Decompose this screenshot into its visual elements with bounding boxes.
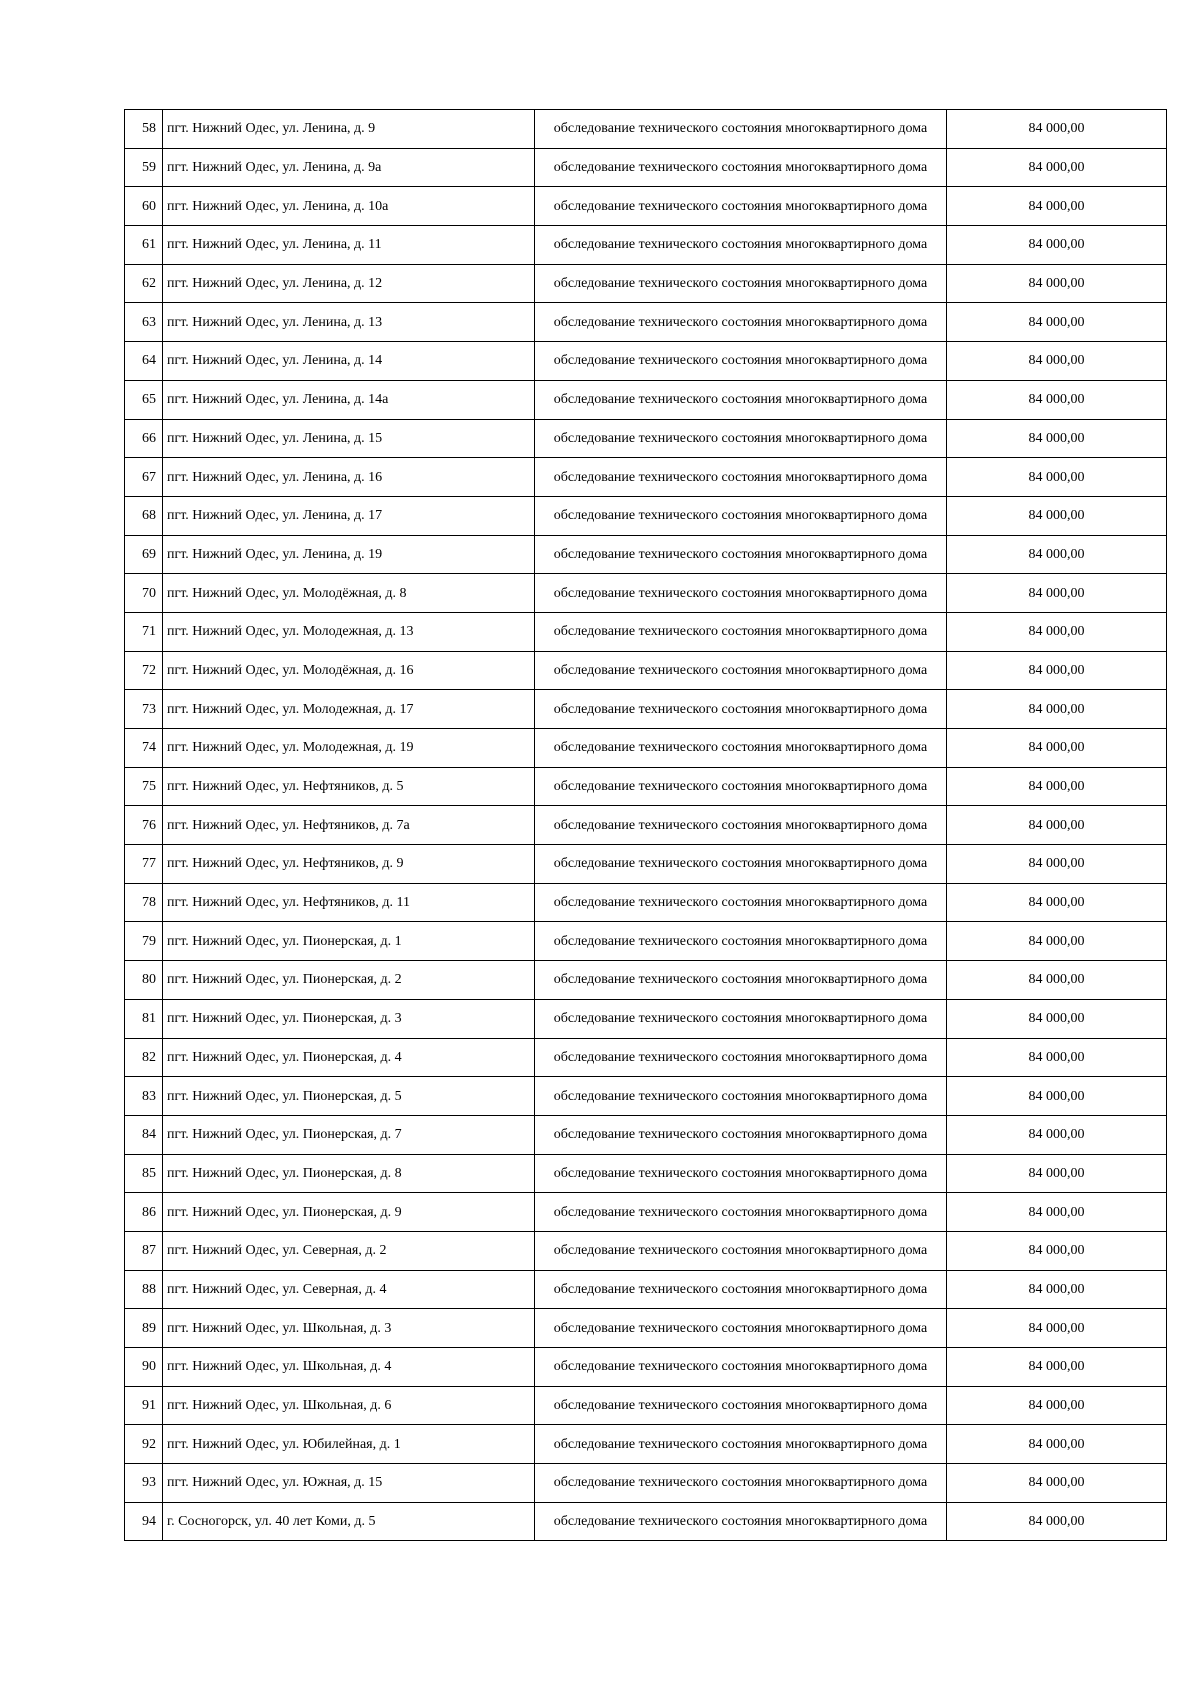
row-address: пгт. Нижний Одес, ул. Пионерская, д. 8 (163, 1154, 535, 1193)
table-row (125, 264, 1167, 303)
row-amount: 84 000,00 (947, 1464, 1167, 1503)
table-row (125, 1154, 1167, 1193)
row-amount: 84 000,00 (947, 1309, 1167, 1348)
row-amount: 84 000,00 (947, 1425, 1167, 1464)
row-work-cell (535, 651, 947, 690)
table-row (125, 806, 1167, 845)
row-work-type: обследование технического состояния многоквартирного дома (553, 856, 928, 872)
row-address: пгт. Нижний Одес, ул. Нефтяников, д. 7а (163, 806, 535, 845)
table-row (125, 767, 1167, 806)
row-amount: 84 000,00 (947, 1154, 1167, 1193)
row-work-cell (535, 574, 947, 613)
row-number: 60 (125, 187, 163, 226)
row-address: пгт. Нижний Одес, ул. Северная, д. 2 (163, 1231, 535, 1270)
row-number: 78 (125, 883, 163, 922)
row-address: пгт. Нижний Одес, ул. Нефтяников, д. 9 (163, 845, 535, 884)
row-work-cell (535, 922, 947, 961)
table-row (125, 845, 1167, 884)
row-work-cell (535, 1115, 947, 1154)
row-work-type: обследование технического состояния многоквартирного дома (553, 314, 928, 330)
row-work-type: обследование технического состояния многоквартирного дома (553, 1088, 928, 1104)
row-amount: 84 000,00 (947, 1502, 1167, 1541)
row-address: пгт. Нижний Одес, ул. Пионерская, д. 4 (163, 1038, 535, 1077)
table-row (125, 961, 1167, 1000)
row-number: 68 (125, 496, 163, 535)
row-work-type: обследование технического состояния многоквартирного дома (553, 430, 928, 446)
row-work-cell (535, 845, 947, 884)
row-work-type: обследование технического состояния многоквартирного дома (553, 701, 928, 717)
row-work-type: обследование технического состояния многоквартирного дома (553, 1204, 928, 1220)
row-work-type: обследование технического состояния многоквартирного дома (553, 662, 928, 678)
table-row (125, 922, 1167, 961)
row-amount: 84 000,00 (947, 1038, 1167, 1077)
row-work-cell (535, 612, 947, 651)
row-amount: 84 000,00 (947, 1270, 1167, 1309)
row-work-cell (535, 1038, 947, 1077)
row-amount: 84 000,00 (947, 961, 1167, 1000)
row-work-type: обследование технического состояния многоквартирного дома (553, 817, 928, 833)
row-amount: 84 000,00 (947, 380, 1167, 419)
row-work-type: обследование технического состояния многоквартирного дома (553, 1398, 928, 1414)
row-number: 74 (125, 729, 163, 768)
table-row (125, 1115, 1167, 1154)
row-work-type: обследование технического состояния многоквартирного дома (553, 121, 928, 137)
row-work-cell (535, 961, 947, 1000)
row-amount: 84 000,00 (947, 226, 1167, 265)
row-number: 62 (125, 264, 163, 303)
row-work-cell (535, 1154, 947, 1193)
row-amount: 84 000,00 (947, 1077, 1167, 1116)
row-amount: 84 000,00 (947, 187, 1167, 226)
row-address: пгт. Нижний Одес, ул. Молодежная, д. 13 (163, 612, 535, 651)
works-table-body (125, 110, 1167, 1541)
row-number: 59 (125, 148, 163, 187)
row-address: пгт. Нижний Одес, ул. Пионерская, д. 7 (163, 1115, 535, 1154)
row-amount: 84 000,00 (947, 729, 1167, 768)
row-address: пгт. Нижний Одес, ул. Ленина, д. 14а (163, 380, 535, 419)
row-number: 83 (125, 1077, 163, 1116)
row-work-cell (535, 1502, 947, 1541)
row-number: 64 (125, 342, 163, 381)
row-work-type: обследование технического состояния многоквартирного дома (553, 160, 928, 176)
table-row (125, 999, 1167, 1038)
table-row (125, 187, 1167, 226)
row-work-type: обследование технического состояния многоквартирного дома (553, 392, 928, 408)
row-work-cell (535, 1425, 947, 1464)
row-number: 89 (125, 1309, 163, 1348)
row-amount: 84 000,00 (947, 767, 1167, 806)
table-row (125, 1425, 1167, 1464)
row-work-cell (535, 535, 947, 574)
row-amount: 84 000,00 (947, 883, 1167, 922)
row-work-type: обследование технического состояния многоквартирного дома (553, 895, 928, 911)
table-row (125, 380, 1167, 419)
row-work-type: обследование технического состояния многоквартирного дома (553, 933, 928, 949)
row-amount: 84 000,00 (947, 612, 1167, 651)
row-work-type: обследование технического состояния многоквартирного дома (553, 1011, 928, 1027)
row-number: 88 (125, 1270, 163, 1309)
row-work-cell (535, 1309, 947, 1348)
row-work-cell (535, 1386, 947, 1425)
row-work-type: обследование технического состояния многоквартирного дома (553, 1359, 928, 1375)
table-row (125, 342, 1167, 381)
table-row (125, 1348, 1167, 1387)
row-amount: 84 000,00 (947, 110, 1167, 149)
table-row (125, 1502, 1167, 1541)
row-work-cell (535, 690, 947, 729)
row-address: пгт. Нижний Одес, ул. Ленина, д. 15 (163, 419, 535, 458)
row-work-cell (535, 419, 947, 458)
table-row (125, 110, 1167, 149)
row-address: пгт. Нижний Одес, ул. Ленина, д. 10а (163, 187, 535, 226)
row-number: 90 (125, 1348, 163, 1387)
row-work-type: обследование технического состояния многоквартирного дома (553, 779, 928, 795)
row-number: 58 (125, 110, 163, 149)
table-row (125, 729, 1167, 768)
table-row (125, 496, 1167, 535)
row-amount: 84 000,00 (947, 806, 1167, 845)
row-address: пгт. Нижний Одес, ул. Пионерская, д. 3 (163, 999, 535, 1038)
row-number: 79 (125, 922, 163, 961)
table-row (125, 1464, 1167, 1503)
row-work-cell (535, 1193, 947, 1232)
row-amount: 84 000,00 (947, 535, 1167, 574)
row-work-type: обследование технического состояния многоквартирного дома (553, 546, 928, 562)
row-number: 77 (125, 845, 163, 884)
row-address: пгт. Нижний Одес, ул. Ленина, д. 9 (163, 110, 535, 149)
row-work-type: обследование технического состояния многоквартирного дома (553, 740, 928, 756)
row-address: г. Сосногорск, ул. 40 лет Коми, д. 5 (163, 1502, 535, 1541)
row-number: 87 (125, 1231, 163, 1270)
row-address: пгт. Нижний Одес, ул. Молодёжная, д. 16 (163, 651, 535, 690)
row-work-cell (535, 458, 947, 497)
row-work-type: обследование технического состояния многоквартирного дома (553, 1127, 928, 1143)
table-row (125, 419, 1167, 458)
table-row (125, 1309, 1167, 1348)
table-row (125, 690, 1167, 729)
row-address: пгт. Нижний Одес, ул. Ленина, д. 19 (163, 535, 535, 574)
row-work-cell (535, 264, 947, 303)
row-work-cell (535, 999, 947, 1038)
row-amount: 84 000,00 (947, 1348, 1167, 1387)
row-work-cell (535, 342, 947, 381)
row-work-type: обследование технического состояния многоквартирного дома (553, 585, 928, 601)
row-work-cell (535, 380, 947, 419)
row-number: 75 (125, 767, 163, 806)
row-number: 73 (125, 690, 163, 729)
row-address: пгт. Нижний Одес, ул. Пионерская, д. 2 (163, 961, 535, 1000)
row-work-cell (535, 883, 947, 922)
table-row (125, 883, 1167, 922)
row-number: 67 (125, 458, 163, 497)
row-work-type: обследование технического состояния многоквартирного дома (553, 469, 928, 485)
row-address: пгт. Нижний Одес, ул. Пионерская, д. 9 (163, 1193, 535, 1232)
row-number: 84 (125, 1115, 163, 1154)
row-address: пгт. Нижний Одес, ул. Молодёжная, д. 8 (163, 574, 535, 613)
row-work-cell (535, 729, 947, 768)
table-row (125, 1231, 1167, 1270)
row-work-type: обследование технического состояния многоквартирного дома (553, 624, 928, 640)
table-row (125, 1038, 1167, 1077)
row-number: 92 (125, 1425, 163, 1464)
row-number: 80 (125, 961, 163, 1000)
row-address: пгт. Нижний Одес, ул. Пионерская, д. 1 (163, 922, 535, 961)
row-amount: 84 000,00 (947, 1193, 1167, 1232)
row-address: пгт. Нижний Одес, ул. Ленина, д. 14 (163, 342, 535, 381)
row-number: 76 (125, 806, 163, 845)
row-address: пгт. Нижний Одес, ул. Пионерская, д. 5 (163, 1077, 535, 1116)
row-work-type: обследование технического состояния многоквартирного дома (553, 1514, 928, 1530)
row-work-type: обследование технического состояния многоквартирного дома (553, 276, 928, 292)
table-row (125, 574, 1167, 613)
table-row (125, 535, 1167, 574)
row-number: 70 (125, 574, 163, 613)
row-number: 71 (125, 612, 163, 651)
row-address: пгт. Нижний Одес, ул. Ленина, д. 12 (163, 264, 535, 303)
row-number: 91 (125, 1386, 163, 1425)
row-work-cell (535, 806, 947, 845)
table-row (125, 1077, 1167, 1116)
row-address: пгт. Нижний Одес, ул. Школьная, д. 3 (163, 1309, 535, 1348)
row-amount: 84 000,00 (947, 1386, 1167, 1425)
row-work-type: обследование технического состояния многоквартирного дома (553, 1475, 928, 1491)
row-number: 65 (125, 380, 163, 419)
row-work-cell (535, 1077, 947, 1116)
row-number: 94 (125, 1502, 163, 1541)
row-work-type: обследование технического состояния многоквартирного дома (553, 353, 928, 369)
row-number: 66 (125, 419, 163, 458)
row-work-type: обследование технического состояния многоквартирного дома (553, 1436, 928, 1452)
table-row (125, 651, 1167, 690)
row-work-cell (535, 303, 947, 342)
row-address: пгт. Нижний Одес, ул. Южная, д. 15 (163, 1464, 535, 1503)
row-work-cell (535, 187, 947, 226)
row-amount: 84 000,00 (947, 690, 1167, 729)
row-amount: 84 000,00 (947, 1231, 1167, 1270)
row-address: пгт. Нижний Одес, ул. Ленина, д. 11 (163, 226, 535, 265)
row-work-type: обследование технического состояния многоквартирного дома (553, 237, 928, 253)
works-table (124, 109, 1167, 1541)
row-number: 81 (125, 999, 163, 1038)
row-amount: 84 000,00 (947, 496, 1167, 535)
row-amount: 84 000,00 (947, 458, 1167, 497)
row-work-type: обследование технического состояния многоквартирного дома (553, 508, 928, 524)
row-work-cell (535, 1464, 947, 1503)
row-work-type: обследование технического состояния многоквартирного дома (553, 198, 928, 214)
row-work-cell (535, 110, 947, 149)
table-row (125, 612, 1167, 651)
table-row (125, 148, 1167, 187)
row-number: 85 (125, 1154, 163, 1193)
row-amount: 84 000,00 (947, 845, 1167, 884)
row-work-type: обследование технического состояния многоквартирного дома (553, 1049, 928, 1065)
row-address: пгт. Нижний Одес, ул. Ленина, д. 9а (163, 148, 535, 187)
row-amount: 84 000,00 (947, 264, 1167, 303)
table-row (125, 226, 1167, 265)
row-work-cell (535, 1231, 947, 1270)
row-work-type: обследование технического состояния многоквартирного дома (553, 1243, 928, 1259)
row-work-type: обследование технического состояния многоквартирного дома (553, 1165, 928, 1181)
table-row (125, 1193, 1167, 1232)
row-address: пгт. Нижний Одес, ул. Северная, д. 4 (163, 1270, 535, 1309)
row-amount: 84 000,00 (947, 574, 1167, 613)
row-address: пгт. Нижний Одес, ул. Ленина, д. 16 (163, 458, 535, 497)
row-number: 63 (125, 303, 163, 342)
table-row (125, 458, 1167, 497)
row-work-cell (535, 496, 947, 535)
row-work-type: обследование технического состояния многоквартирного дома (553, 1320, 928, 1336)
row-number: 72 (125, 651, 163, 690)
row-work-cell (535, 226, 947, 265)
row-number: 69 (125, 535, 163, 574)
row-amount: 84 000,00 (947, 651, 1167, 690)
row-address: пгт. Нижний Одес, ул. Молодежная, д. 17 (163, 690, 535, 729)
row-address: пгт. Нижний Одес, ул. Ленина, д. 13 (163, 303, 535, 342)
row-work-cell (535, 1348, 947, 1387)
row-address: пгт. Нижний Одес, ул. Ленина, д. 17 (163, 496, 535, 535)
table-row (125, 1270, 1167, 1309)
row-amount: 84 000,00 (947, 999, 1167, 1038)
row-address: пгт. Нижний Одес, ул. Школьная, д. 6 (163, 1386, 535, 1425)
row-amount: 84 000,00 (947, 303, 1167, 342)
row-amount: 84 000,00 (947, 419, 1167, 458)
table-row (125, 303, 1167, 342)
row-amount: 84 000,00 (947, 1115, 1167, 1154)
row-address: пгт. Нижний Одес, ул. Школьная, д. 4 (163, 1348, 535, 1387)
row-address: пгт. Нижний Одес, ул. Нефтяников, д. 11 (163, 883, 535, 922)
row-work-cell (535, 1270, 947, 1309)
row-address: пгт. Нижний Одес, ул. Молодежная, д. 19 (163, 729, 535, 768)
row-address: пгт. Нижний Одес, ул. Юбилейная, д. 1 (163, 1425, 535, 1464)
row-number: 61 (125, 226, 163, 265)
row-amount: 84 000,00 (947, 148, 1167, 187)
row-amount: 84 000,00 (947, 342, 1167, 381)
row-work-cell (535, 767, 947, 806)
row-work-type: обследование технического состояния многоквартирного дома (553, 1281, 928, 1297)
row-work-type: обследование технического состояния многоквартирного дома (553, 972, 928, 988)
row-amount: 84 000,00 (947, 922, 1167, 961)
row-address: пгт. Нижний Одес, ул. Нефтяников, д. 5 (163, 767, 535, 806)
table-row (125, 1386, 1167, 1425)
row-number: 82 (125, 1038, 163, 1077)
row-number: 93 (125, 1464, 163, 1503)
row-number: 86 (125, 1193, 163, 1232)
row-work-cell (535, 148, 947, 187)
